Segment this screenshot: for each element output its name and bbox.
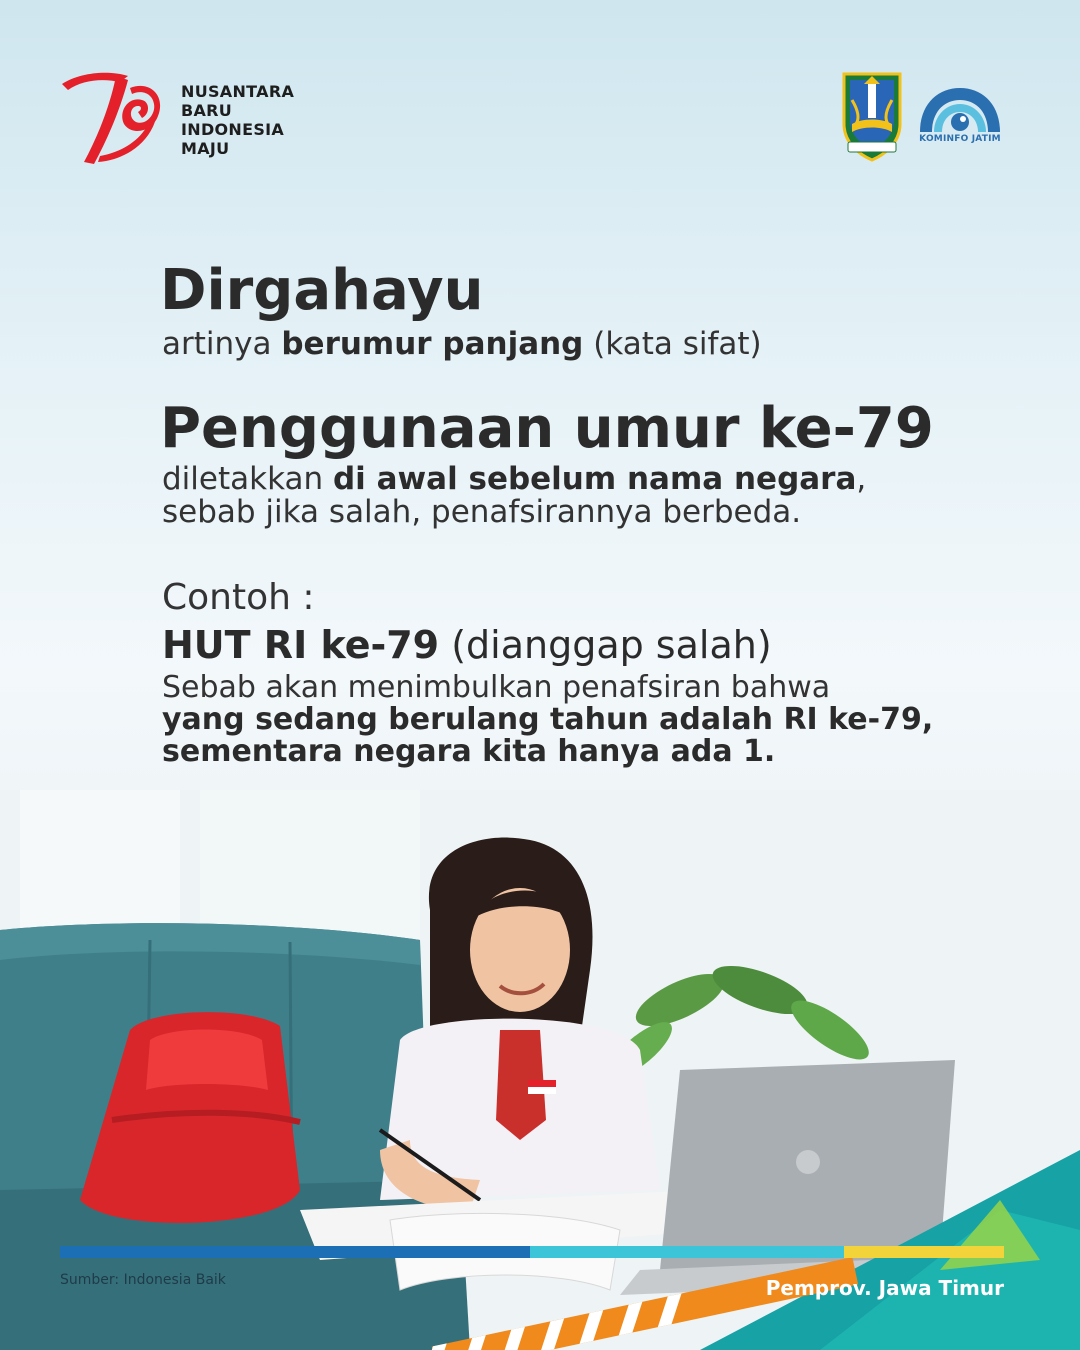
example-line (162, 620, 772, 670)
page-title: Dirgahayu (160, 258, 484, 323)
reason-line-2 (162, 704, 1042, 736)
meaning-suffix: (kata sifat) (583, 326, 762, 362)
stripe-cyan (530, 1246, 844, 1258)
student-with-laptop-photo (0, 790, 1080, 1350)
example-label: Contoh : (162, 577, 315, 618)
logo-tagline-line: NUSANTARA (181, 82, 295, 101)
usage-suffix: , (856, 461, 867, 497)
usage-line-1 (162, 463, 982, 496)
logo-tagline-line: INDONESIA (181, 120, 285, 139)
example-note: (dianggap salah) (439, 623, 772, 667)
reason-paragraph (162, 672, 1042, 768)
kominfo-eye-icon (914, 82, 1006, 134)
meaning-bold: berumur panjang (281, 326, 584, 362)
usage-line-2: sebab jika salah, penafsirannya berbeda. (162, 494, 802, 530)
usage-bold: di awal sebelum nama negara (332, 461, 857, 497)
reason-bold-3: sementara negara kita hanya ada 1. (162, 734, 776, 769)
logo-tagline (181, 82, 294, 158)
usage-paragraph (162, 463, 982, 529)
source-note: Sumber: Indonesia Baik (60, 1272, 226, 1288)
stripe-yellow (844, 1246, 1004, 1258)
logo-tagline-line: BARU (181, 101, 233, 120)
footer-organization: Pemprov. Jawa Timur (765, 1276, 1004, 1300)
usage-heading: Penggunaan umur ke-79 (160, 396, 934, 461)
kominfo-label: KOMINFO JATIM (919, 134, 1001, 144)
meaning-line (162, 324, 762, 364)
meaning-prefix: artinya (162, 326, 282, 362)
example-bold: HUT RI ke-79 (162, 623, 440, 667)
jawa-timur-crest-icon (838, 70, 906, 162)
kominfo-jatim-logo (914, 82, 1006, 154)
logo-tagline-line: MAJU (181, 139, 230, 158)
reason-line-1: Sebab akan menimbulkan penafsiran bahwa (162, 670, 831, 705)
reason-line-3 (162, 736, 1042, 768)
hut-79-logo (58, 66, 168, 168)
footer-color-stripe (60, 1246, 1004, 1258)
reason-bold-2: yang sedang berulang tahun adalah RI ke-79, (162, 702, 934, 737)
usage-prefix: diletakkan (162, 461, 333, 497)
stripe-blue (60, 1246, 530, 1258)
